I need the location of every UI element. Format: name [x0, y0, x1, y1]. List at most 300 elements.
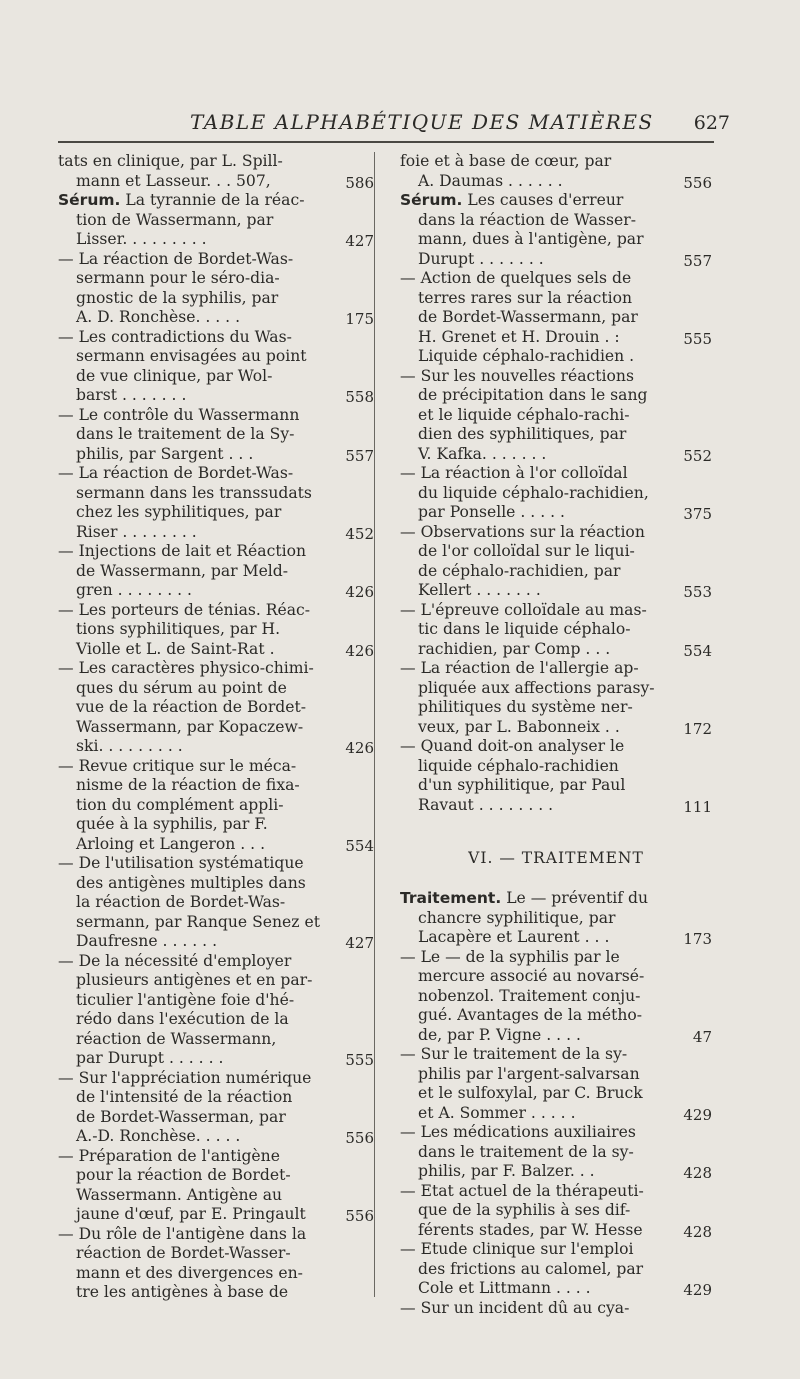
page-reference: 172 — [683, 719, 712, 738]
entry-text: nobenzol. Traitement conju- — [418, 986, 641, 1005]
page-reference: 554 — [683, 641, 712, 660]
entry-text: Du rôle de l'antigène dans la — [78, 1224, 307, 1243]
entry-text: de vue clinique, par Wol- — [76, 366, 273, 385]
entry-line — [400, 679, 712, 699]
entry-line — [58, 991, 388, 1011]
entry-dash: — — [400, 947, 421, 966]
index-entry — [400, 367, 712, 465]
index-entry — [400, 523, 712, 601]
index-entry — [400, 152, 712, 191]
entry-line — [58, 1264, 388, 1284]
entry-dash: — — [400, 659, 421, 677]
index-entry — [58, 406, 388, 465]
entry-text: Ravaut . . . . . . . . — [418, 795, 554, 814]
entry-text: Quand doit-on analyser le — [420, 737, 625, 755]
entry-text: L'épreuve colloïdale au mas- — [420, 600, 647, 619]
entry-text: rédo dans l'exécution de la — [76, 1010, 289, 1028]
entry-line — [400, 445, 712, 465]
entry-text: ticulier l'antigène foie d'hé- — [76, 990, 295, 1009]
entry-line — [400, 718, 712, 738]
entry-text: veux, par L. Babonneix . . — [418, 717, 620, 736]
entry-line — [400, 1123, 712, 1143]
entry-text: Les contradictions du Was- — [78, 327, 292, 346]
page-reference: 429 — [683, 1281, 712, 1299]
entry-line — [400, 523, 712, 543]
entry-text: Cole et Littmann . . . . — [418, 1279, 591, 1297]
entry-heading: Sérum. — [400, 191, 463, 209]
entry-line — [400, 308, 712, 328]
entry-line — [58, 1030, 388, 1050]
entry-text: Liquide céphalo-rachidien . — [418, 347, 635, 365]
entry-text: La réaction de Bordet-Was- — [78, 249, 294, 268]
index-entry — [58, 757, 388, 855]
index-entry — [400, 889, 712, 948]
page-reference: 427 — [345, 232, 374, 250]
entry-dash: — — [400, 1240, 421, 1258]
entry-line — [58, 1010, 388, 1030]
entry-text: Le — de la syphilis par le — [420, 947, 620, 966]
entry-line — [58, 718, 388, 738]
entry-line — [400, 1045, 712, 1065]
index-entry — [58, 1225, 388, 1303]
page-reference: 173 — [683, 930, 712, 948]
page-reference: 175 — [345, 310, 374, 328]
right-column-entries-traitement — [400, 889, 712, 1318]
entry-text: par Ponselle . . . . . — [418, 503, 565, 521]
right-column — [400, 152, 712, 1318]
entry-line — [400, 1260, 712, 1280]
entry-dash: — — [58, 405, 79, 424]
page-reference: 452 — [345, 524, 374, 543]
entry-dash: — — [58, 542, 79, 560]
entry-line — [400, 1065, 712, 1085]
entry-text: vue de la réaction de Bordet- — [76, 698, 307, 716]
entry-line — [400, 1026, 712, 1046]
entry-text: La réaction de l'allergie ap- — [420, 659, 639, 677]
page-reference: 557 — [683, 251, 712, 270]
entry-line — [58, 1088, 388, 1108]
index-entry — [400, 659, 712, 737]
index-entry — [58, 854, 388, 952]
entry-line — [58, 737, 388, 757]
running-head — [60, 110, 730, 144]
index-entry — [400, 1182, 712, 1241]
page-reference: 556 — [345, 1129, 374, 1147]
entry-line — [58, 464, 388, 484]
entry-text: et le liquide céphalo-rachi- — [418, 405, 630, 424]
entry-line — [400, 250, 712, 270]
entry-dash: — — [400, 366, 421, 385]
entry-dash: — — [400, 269, 421, 287]
page-reference: 558 — [345, 388, 374, 406]
entry-text: La réaction de Bordet-Was- — [78, 464, 294, 482]
entry-line — [58, 932, 388, 952]
entry-line — [400, 698, 712, 718]
entry-line — [400, 367, 712, 387]
index-entry — [400, 464, 712, 523]
entry-line — [58, 562, 388, 582]
entry-text: tats en clinique, par L. Spill- — [58, 152, 283, 170]
index-entry — [400, 1240, 712, 1299]
index-entry — [400, 601, 712, 660]
index-entry — [400, 1045, 712, 1123]
index-entry — [58, 659, 388, 757]
entry-text: gren . . . . . . . . — [76, 581, 193, 599]
entry-line — [58, 854, 388, 874]
entry-dash: — — [400, 1123, 421, 1141]
page-reference: 556 — [345, 1207, 374, 1225]
index-entry — [400, 737, 712, 815]
entry-line — [58, 425, 388, 445]
page-reference: 554 — [345, 836, 374, 855]
entry-text: philis par l'argent-salvarsan — [418, 1064, 640, 1083]
entry-dash: — — [58, 327, 79, 346]
entry-text: chez les syphilitiques, par — [76, 503, 282, 521]
page-reference: 555 — [345, 1051, 374, 1069]
entry-text: Les porteurs de ténias. Réac- — [78, 600, 311, 619]
entry-text: Etude clinique sur l'emploi — [420, 1240, 634, 1258]
entry-text: sermann, par Ranque Senez et — [76, 912, 320, 931]
entry-text: de Wassermann, par Meld- — [76, 561, 289, 580]
entry-line — [400, 503, 712, 523]
entry-text: que de la syphilis à ses dif- — [418, 1201, 631, 1219]
entry-dash: — — [400, 1045, 421, 1063]
entry-line — [400, 1240, 712, 1260]
entry-text: A.-D. Ronchèse. . . . . — [76, 1127, 241, 1145]
entry-text: terres rares sur la réaction — [418, 288, 633, 307]
entry-text: et le sulfoxylal, par C. Bruck — [418, 1084, 643, 1102]
entry-text: férents stades, par W. Hesse — [418, 1220, 643, 1239]
page-reference: 426 — [345, 583, 374, 601]
entry-text: jaune d'œuf, par E. Pringault — [76, 1205, 306, 1223]
entry-text: La tyrannie de la réac- — [125, 191, 305, 209]
entry-heading: Traitement. — [400, 889, 502, 907]
entry-text: plusieurs antigènes et en par- — [76, 971, 313, 989]
entry-line — [400, 757, 712, 777]
entry-text: Le — préventif du — [506, 889, 649, 907]
entry-text: mercure associé au novarsé- — [418, 967, 645, 985]
entry-line — [58, 172, 388, 192]
entry-text: Le contrôle du Wassermann — [78, 405, 300, 424]
entry-text: Lacapère et Laurent . . . — [418, 928, 610, 946]
entry-text: Daufresne . . . . . . — [76, 932, 218, 950]
entry-text: de précipitation dans le sang — [418, 386, 648, 404]
entry-line — [400, 601, 712, 621]
index-entry — [400, 1123, 712, 1182]
entry-line — [58, 1225, 388, 1245]
entry-line — [58, 308, 388, 328]
entry-line — [58, 659, 388, 679]
entry-text: de l'or colloïdal sur le liqui- — [418, 542, 635, 560]
entry-text: Injections de lait et Réaction — [78, 542, 307, 560]
entry-text: du liquide céphalo-rachidien, — [418, 483, 649, 502]
entry-text: philis, par Sargent . . . — [76, 444, 254, 463]
index-entry — [58, 152, 388, 191]
entry-text: Les causes d'erreur — [467, 191, 624, 209]
entry-text: barst . . . . . . . — [76, 386, 187, 404]
entry-text: Sur l'appréciation numérique — [78, 1068, 312, 1087]
entry-text: mann, dues à l'antigène, par — [418, 230, 644, 248]
entry-line — [400, 909, 712, 929]
page-reference: 555 — [683, 329, 712, 348]
entry-text: de Bordet-Wassermann, par — [418, 308, 638, 326]
entry-line — [58, 542, 388, 562]
entry-dash: — — [400, 600, 421, 619]
entry-line — [400, 737, 712, 757]
index-entry — [400, 269, 712, 347]
entry-dash: — — [58, 1146, 79, 1165]
index-entry — [400, 1299, 712, 1319]
section-title: VI. — TRAITEMENT — [468, 849, 644, 867]
page-reference: 47 — [692, 1027, 712, 1046]
entry-line — [400, 484, 712, 504]
entry-text: tion de Wassermann, par — [76, 210, 274, 229]
entry-text: A. D. Ronchèse. . . . . — [76, 308, 241, 326]
entry-dash: — — [58, 464, 79, 482]
entry-line — [58, 776, 388, 796]
entry-line — [58, 347, 388, 367]
entry-line — [58, 1166, 388, 1186]
entry-text: liquide céphalo-rachidien — [418, 756, 619, 775]
entry-line — [58, 250, 388, 270]
index-entry — [400, 948, 712, 1046]
entry-text: Les médications auxiliaires — [420, 1123, 636, 1141]
entry-line — [400, 1221, 712, 1241]
left-column — [58, 152, 388, 1303]
entry-text: Action de quelques sels de — [420, 269, 632, 287]
entry-text: Arloing et Langeron . . . — [76, 834, 266, 853]
index-entry — [58, 191, 388, 250]
entry-text: Lisser. . . . . . . . . — [76, 230, 207, 248]
entry-text: sermann pour le séro-dia- — [76, 269, 280, 287]
entry-line — [58, 523, 388, 543]
page-reference: 556 — [683, 173, 712, 192]
entry-line — [400, 172, 712, 192]
entry-text: dans la réaction de Wasser- — [418, 210, 636, 229]
entry-line — [58, 620, 388, 640]
page-reference: 375 — [683, 505, 712, 523]
entry-line — [58, 952, 388, 972]
entry-line — [400, 191, 712, 211]
page-reference: 428 — [683, 1164, 712, 1182]
entry-line — [400, 1143, 712, 1163]
entry-heading: Sérum. — [58, 191, 121, 209]
entry-text: par Durupt . . . . . . — [76, 1049, 224, 1067]
entry-line — [400, 1279, 712, 1299]
entry-line — [58, 1049, 388, 1069]
index-entry — [58, 250, 388, 328]
entry-line — [58, 971, 388, 991]
entry-dash: — — [400, 464, 421, 482]
index-entry — [400, 347, 712, 367]
entry-text: tic dans le liquide céphalo- — [418, 620, 631, 638]
entry-line — [58, 815, 388, 835]
entry-line — [58, 1147, 388, 1167]
entry-line — [400, 889, 712, 909]
entry-text: Sur le traitement de la sy- — [420, 1045, 628, 1063]
entry-line — [58, 601, 388, 621]
entry-line — [58, 191, 388, 211]
entry-line — [400, 581, 712, 601]
entry-text: A. Daumas . . . . . . — [418, 171, 563, 190]
entry-dash: — — [400, 1298, 421, 1317]
index-entry — [58, 464, 388, 542]
entry-line — [58, 1069, 388, 1089]
entry-line — [58, 152, 388, 172]
entry-line — [400, 967, 712, 987]
entry-text: mann et des divergences en- — [76, 1263, 303, 1282]
entry-text: De la nécessité d'employer — [78, 951, 292, 970]
entry-line — [400, 776, 712, 796]
entry-text: nisme de la réaction de fixa- — [76, 776, 300, 794]
entry-line — [400, 928, 712, 948]
entry-line — [58, 913, 388, 933]
entry-line — [400, 289, 712, 309]
page-reference: 552 — [683, 446, 712, 465]
entry-line — [58, 893, 388, 913]
entry-dash: — — [400, 522, 421, 541]
entry-text: mann et Lasseur. . . 507, — [76, 171, 271, 190]
entry-line — [58, 269, 388, 289]
entry-dash: — — [400, 737, 421, 755]
entry-text: Etat actuel de la thérapeuti- — [420, 1181, 644, 1200]
entry-text: et A. Sommer . . . . . — [418, 1103, 576, 1122]
entry-line — [58, 230, 388, 250]
entry-text: des frictions au calomel, par — [418, 1259, 644, 1278]
entry-text: quée à la syphilis, par F. — [76, 815, 268, 833]
entry-line — [58, 445, 388, 465]
entry-text: Observations sur la réaction — [420, 522, 645, 541]
entry-line — [400, 425, 712, 445]
entry-line — [400, 620, 712, 640]
entry-line — [58, 503, 388, 523]
entry-line — [58, 406, 388, 426]
entry-text: de l'intensité de la réaction — [76, 1088, 293, 1106]
running-title: TABLE ALPHABÉTIQUE DES MATIÈRES — [190, 110, 654, 134]
entry-text: dien des syphilitiques, par — [418, 425, 627, 443]
index-entry — [58, 328, 388, 406]
page-reference: 428 — [683, 1222, 712, 1241]
entry-line — [58, 757, 388, 777]
entry-line — [400, 328, 712, 348]
entry-dash: — — [58, 1068, 79, 1087]
entry-text: sermann dans les transsudats — [76, 483, 312, 502]
entry-line — [400, 1084, 712, 1104]
entry-text: Wassermann. Antigène au — [76, 1185, 283, 1204]
entry-text: Wassermann, par Kopaczew- — [76, 717, 304, 736]
entry-line — [400, 1006, 712, 1026]
entry-line — [58, 796, 388, 816]
page-reference: 426 — [345, 739, 374, 757]
entry-line — [58, 640, 388, 660]
entry-text: Sur les nouvelles réactions — [420, 366, 634, 385]
entry-text: tion du complément appli- — [76, 795, 284, 814]
entry-text: Kellert . . . . . . . — [418, 581, 541, 599]
entry-line — [58, 1127, 388, 1147]
entry-text: de Bordet-Wasserman, par — [76, 1107, 286, 1126]
entry-line — [400, 640, 712, 660]
entry-text: V. Kafka. . . . . . . — [418, 444, 547, 463]
entry-line — [58, 698, 388, 718]
entry-line — [400, 987, 712, 1007]
entry-line — [400, 1104, 712, 1124]
right-column-entries — [400, 152, 712, 815]
entry-text: pour la réaction de Bordet- — [76, 1166, 291, 1184]
entry-text: pliquée aux affections parasy- — [418, 678, 655, 697]
page-reference: 557 — [345, 446, 374, 465]
entry-text: philis, par F. Balzer. . . — [418, 1162, 595, 1180]
entry-text: réaction de Bordet-Wasser- — [76, 1244, 291, 1262]
page-reference: 426 — [345, 641, 374, 660]
page-reference: 111 — [683, 797, 712, 816]
entry-dash: — — [58, 951, 79, 970]
page-reference: 429 — [683, 1105, 712, 1124]
entry-text: Riser . . . . . . . . — [76, 522, 197, 541]
entry-line — [58, 581, 388, 601]
entry-text: gnostic de la syphilis, par — [76, 288, 279, 307]
entry-text: dans le traitement de la Sy- — [76, 425, 295, 443]
page-reference: 553 — [683, 583, 712, 601]
entry-line — [58, 211, 388, 231]
entry-line — [58, 386, 388, 406]
index-entry — [58, 952, 388, 1069]
entry-line — [58, 1205, 388, 1225]
entry-line — [400, 1162, 712, 1182]
entry-text: Préparation de l'antigène — [78, 1146, 280, 1165]
index-entry — [58, 601, 388, 660]
entry-line — [400, 796, 712, 816]
entry-text: la réaction de Bordet-Was- — [76, 893, 286, 911]
page-reference: 586 — [345, 173, 374, 192]
entry-text: H. Grenet et H. Drouin . : — [418, 327, 620, 346]
entry-text: Sur un incident dû au cya- — [420, 1298, 630, 1317]
entry-dash: — — [58, 249, 79, 268]
entry-line — [400, 659, 712, 679]
entry-text: rachidien, par Comp . . . — [418, 639, 611, 658]
entry-line — [58, 874, 388, 894]
entry-dash: — — [58, 600, 79, 619]
entry-line — [58, 1283, 388, 1303]
entry-text: tre les antigènes à base de — [76, 1283, 289, 1301]
entry-text: Durupt . . . . . . . — [418, 249, 544, 268]
entry-dash: — — [58, 1224, 79, 1243]
entry-line — [400, 542, 712, 562]
entry-line — [400, 1182, 712, 1202]
entry-line — [400, 562, 712, 582]
entry-line — [58, 328, 388, 348]
entry-line — [400, 948, 712, 968]
entry-text: de, par P. Vigne . . . . — [418, 1025, 581, 1044]
entry-line — [58, 1108, 388, 1128]
entry-text: foie et à base de cœur, par — [400, 152, 612, 170]
entry-text: Revue critique sur le méca- — [78, 756, 297, 775]
column-divider — [374, 152, 375, 1297]
entry-line — [58, 679, 388, 699]
entry-line — [58, 484, 388, 504]
entry-text: des antigènes multiples dans — [76, 873, 306, 892]
index-entry — [58, 542, 388, 601]
entry-text: dans le traitement de la sy- — [418, 1142, 634, 1161]
entry-text: philitiques du système ner- — [418, 698, 633, 716]
entry-text: ques du sérum au point de — [76, 678, 287, 697]
entry-text: tions syphilitiques, par H. — [76, 620, 281, 638]
entry-text: La réaction à l'or colloïdal — [420, 464, 628, 482]
entry-text: de céphalo-rachidien, par — [418, 561, 621, 580]
entry-dash: — — [58, 659, 79, 677]
entry-dash: — — [58, 756, 79, 775]
entry-line — [400, 1299, 712, 1319]
entry-line — [400, 347, 712, 367]
